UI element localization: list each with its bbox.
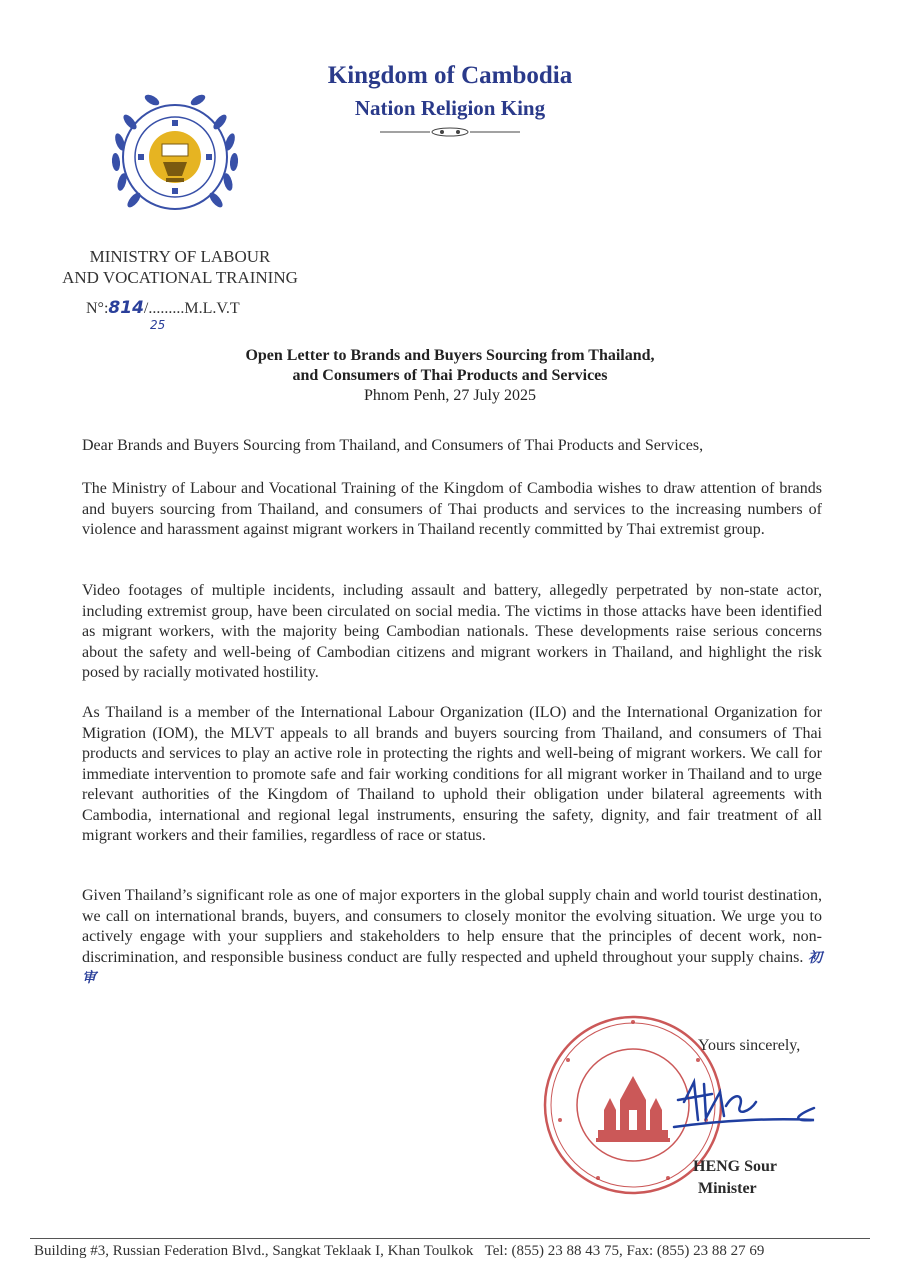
ministry-name-line1: MINISTRY OF LABOUR xyxy=(89,247,271,266)
kingdom-title: Kingdom of Cambodia xyxy=(327,62,573,89)
reference-number: N°:814/.........M.L.V.T xyxy=(86,298,240,318)
handwritten-initials: 初审 xyxy=(82,949,823,986)
body-paragraph-2: Video footages of multiple incidents, including assault and battery, allegedly perpetrated by non-state actor, including extremist group, have been circulated on social media. The victims in those attacks have been identified as migrant workers, with the majority being Cambodian nationals. These developments raise serious concerns about the safety and well-being of Cambodian citizens and migrant workers in Thailand, and highlight the risk posed by racially motivated hostility. xyxy=(82,582,822,681)
footer-address: Building #3, Russian Federation Blvd., Sangkat Teklaak I, Khan Toulkok xyxy=(34,1243,474,1259)
footer-contact: Tel: (855) 23 88 43 75, Fax: (855) 23 88 27 69 xyxy=(484,1243,765,1259)
body-paragraph-1: The Ministry of Labour and Vocational Training of the Kingdom of Cambodia wishes to draw attention of brands and buyers sourcing from Thailand, and consumers of Thai products and services to the increasing numbers of violence and harassment against migrant workers in Thailand recently committed by Thai extremist group. xyxy=(82,480,822,538)
ministry-name xyxy=(40,246,320,288)
closing: Yours sincerely, xyxy=(698,1037,801,1054)
ref-suffix: M.L.V.T xyxy=(184,300,240,317)
handwritten-signature-icon xyxy=(664,1072,824,1142)
ministry-name-line2: AND VOCATIONAL TRAINING xyxy=(62,268,298,287)
signer-title: Minister xyxy=(698,1180,757,1197)
title-line1: Open Letter to Brands and Buyers Sourcing from Thailand, xyxy=(245,347,655,364)
title-line2: and Consumers of Thai Products and Services xyxy=(292,367,608,384)
body-paragraph-4 xyxy=(82,886,822,989)
salutation: Dear Brands and Buyers Sourcing from Thailand, and Consumers of Thai Products and Services, xyxy=(82,437,704,454)
ministry-seal-icon xyxy=(100,82,250,232)
footer xyxy=(34,1243,764,1260)
kingdom-motto: Nation Religion King xyxy=(354,96,546,120)
ref-number-handwritten: 814 xyxy=(108,298,144,318)
ref-year-handwritten: 25 xyxy=(150,318,166,332)
body-paragraph-4-text: Given Thailand’s significant role as one of major exporters in the global supply chain and world tourist destination, we call on international brands, buyers, and consumers to closely monitor the evolving situation. We urge you to actively engage with your suppliers and stakeholders to help ensure that the principles of decent work, non-discrimination, and responsible business conduct are fully respected and upheld throughout your supply chains. xyxy=(82,887,822,966)
footer-divider xyxy=(30,1238,870,1239)
ornament-divider-icon xyxy=(380,126,520,138)
ref-prefix: N°: xyxy=(86,300,109,317)
body-paragraph-3: As Thailand is a member of the International Labour Organization (ILO) and the International Organization for Migration (IOM), the MLVT appeals to all brands and buyers sourcing from Thailand, and consumers of Thai products and services to play an active role in protecting the rights and well-being of migrant workers. We call for immediate intervention to promote safe and fair working conditions for all migrant worker in Thailand and to urge relevant authorities of the Kingdom of Thailand to uphold their obligation under bilateral agreements with Cambodia, international and regional legal instruments, ensuring the safety, dignity, and fair treatment of all migrant workers and their families, regardless of race or status. xyxy=(82,704,822,844)
signer-name: HENG Sour xyxy=(693,1158,778,1175)
place-date: Phnom Penh, 27 July 2025 xyxy=(363,387,536,404)
letter-title xyxy=(120,346,780,406)
